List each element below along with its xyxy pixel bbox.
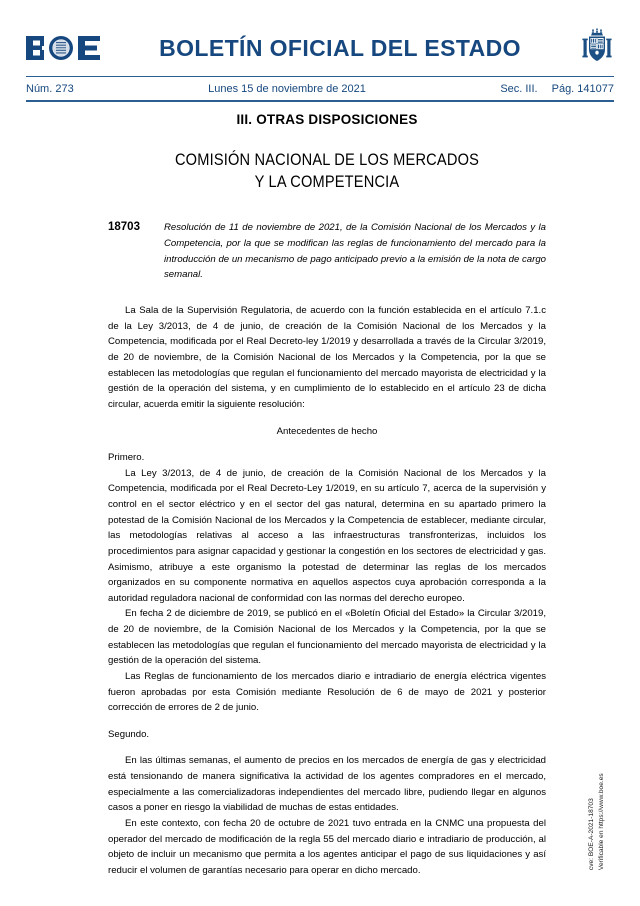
masthead [0, 26, 640, 70]
organ-line-1: COMISIÓN NACIONAL DE LOS MERCADOS [174, 150, 480, 169]
spacer [108, 413, 546, 424]
spacer [108, 439, 546, 450]
ordinal-segundo: Segundo. [108, 728, 150, 740]
section-heading: III. OTRAS DISPOSICIONES [236, 112, 418, 127]
issue-number: Núm. 273 [26, 83, 74, 95]
primero-paragraph-3: Las Reglas de funcionamiento de los mercados diario e intradiario de energía eléctrica vigentes fueron aprobadas por esta Comisión mediante Resolución de 6 de mayo de 2021 y posterior corrección de errores de 2 de junio. [108, 670, 546, 714]
page-label: Pág. 141077 [551, 83, 614, 95]
ordinal-primero: Primero. [108, 452, 145, 464]
header-rule-top [26, 76, 614, 77]
verify-url: Verificable en https://www.boe.es [597, 773, 605, 870]
intro-paragraph: La Sala de la Supervisión Regulatoria, de acuerdo con la función establecida en el artículo 7.1.c de la Ley 3/2013, de 4 de junio, de creación de la Comisión Nacional de los Mercados y la Competencia, modificada por el Real Decreto-ley 1/2019 y desarrollada a través de la Circular 3/2019, de 20 de noviembre, de la Comisión Nacional de los Mercados y la Competencia, por la que se establecen las metodologías que regulan el funcionamiento del mercado mayorista de electricidad y la gestión de la operación del sistema, y en cumplimiento de lo establecido en el artículo 23 de dicha circular, acuerda emitir la siguiente resolución: [108, 305, 546, 410]
primero-paragraph-1: La Ley 3/2013, de 4 de junio, de creación de la Comisión Nacional de los Mercados y la Competencia, modificada por el Real Decreto-Ley 1/2019, en su artículo 7, acerca de la supervisión y control en el sector eléctrico y en el sector del gas natural, determina en su apartado primero la potestad de la Comisión Nacional de los Mercados y la Competencia de establecer, mediante circular, las metodologías relativas al acceso a las infraestructuras transfronterizas, incluidos los procedimientos para asignar capacidad y gestionar la congestión en los sectores de electricidad y gas. Asimismo, atribuye a este organismo la potestad de determinar las reglas de los mercados organizados en su componente normativa en aquellos aspectos cuya aprobación corresponda a la autoridad reguladora nacional de conformidad con las normas del derecho europeo. [108, 467, 546, 604]
segundo-paragraph-2: En este contexto, con fecha 20 de octubre de 2021 tuvo entrada en la CNMC una propuesta del operador del mercado de modificación de la regla 55 del mercado diario e intradiario de producción, al objeto de incluir un mecanismo que permita a los agentes anticipar el pago de sus liquidaciones y así reducir el volumen de garantías necesario para operar en dicho mercado. [108, 817, 546, 876]
issue-date: Lunes 15 de noviembre de 2021 [208, 83, 366, 95]
resolution-header [108, 220, 546, 283]
section-label: Sec. III. [500, 83, 538, 95]
header-meta-right [500, 83, 614, 95]
spacer [108, 742, 546, 753]
organ-line-2: Y LA COMPETENCIA [254, 172, 400, 192]
masthead-title: BOLETÍN OFICIAL DEL ESTADO [159, 34, 521, 61]
segundo-paragraph-1: En las últimas semanas, el aumento de precios en los mercados de energía de gas y electricidad está tensionando de manera significativa la actividad de los agentes compradores en el mercado, especialmente a las comercializadoras independientes del mercado libre, pudiendo llegar en algunos casos a poner en riesgo la viabilidad de muchas de estas entidades. [108, 755, 546, 814]
cve-sidebar-text [587, 773, 606, 870]
resolution-number: 18703 [108, 220, 140, 233]
cve-sidebar [587, 670, 632, 870]
document-body [108, 112, 546, 878]
antecedentes-heading: Antecedentes de hecho [276, 425, 378, 437]
primero-paragraph-2: En fecha 2 de diciembre de 2019, se publicó en el «Boletín Oficial del Estado» la Circular 3/2019, de 20 de noviembre, de la Comisión Nacional de los Mercados y la Competencia, por la que se establecen las metodologías que regulan el funcionamiento del mercado mayorista de electricidad y la gestión de la operación del sistema. [108, 608, 546, 667]
header-rule-bottom [26, 100, 614, 102]
coat-of-arms-icon [580, 28, 614, 68]
boe-logo-icon [26, 35, 100, 61]
header-meta-line [26, 80, 614, 98]
cve-code: cve: BOE-A-2021-18703 [587, 798, 595, 870]
spacer [108, 716, 546, 727]
issuing-organ [139, 149, 516, 194]
resolution-summary: Resolución de 11 de noviembre de 2021, de la Comisión Nacional de los Mercados y la Competencia, por la que se modifican las reglas de funcionamiento del mercado para la introducción de un mecanismo de pago anticipado previo a la emisión de la nota de cargo semanal. [164, 221, 546, 281]
